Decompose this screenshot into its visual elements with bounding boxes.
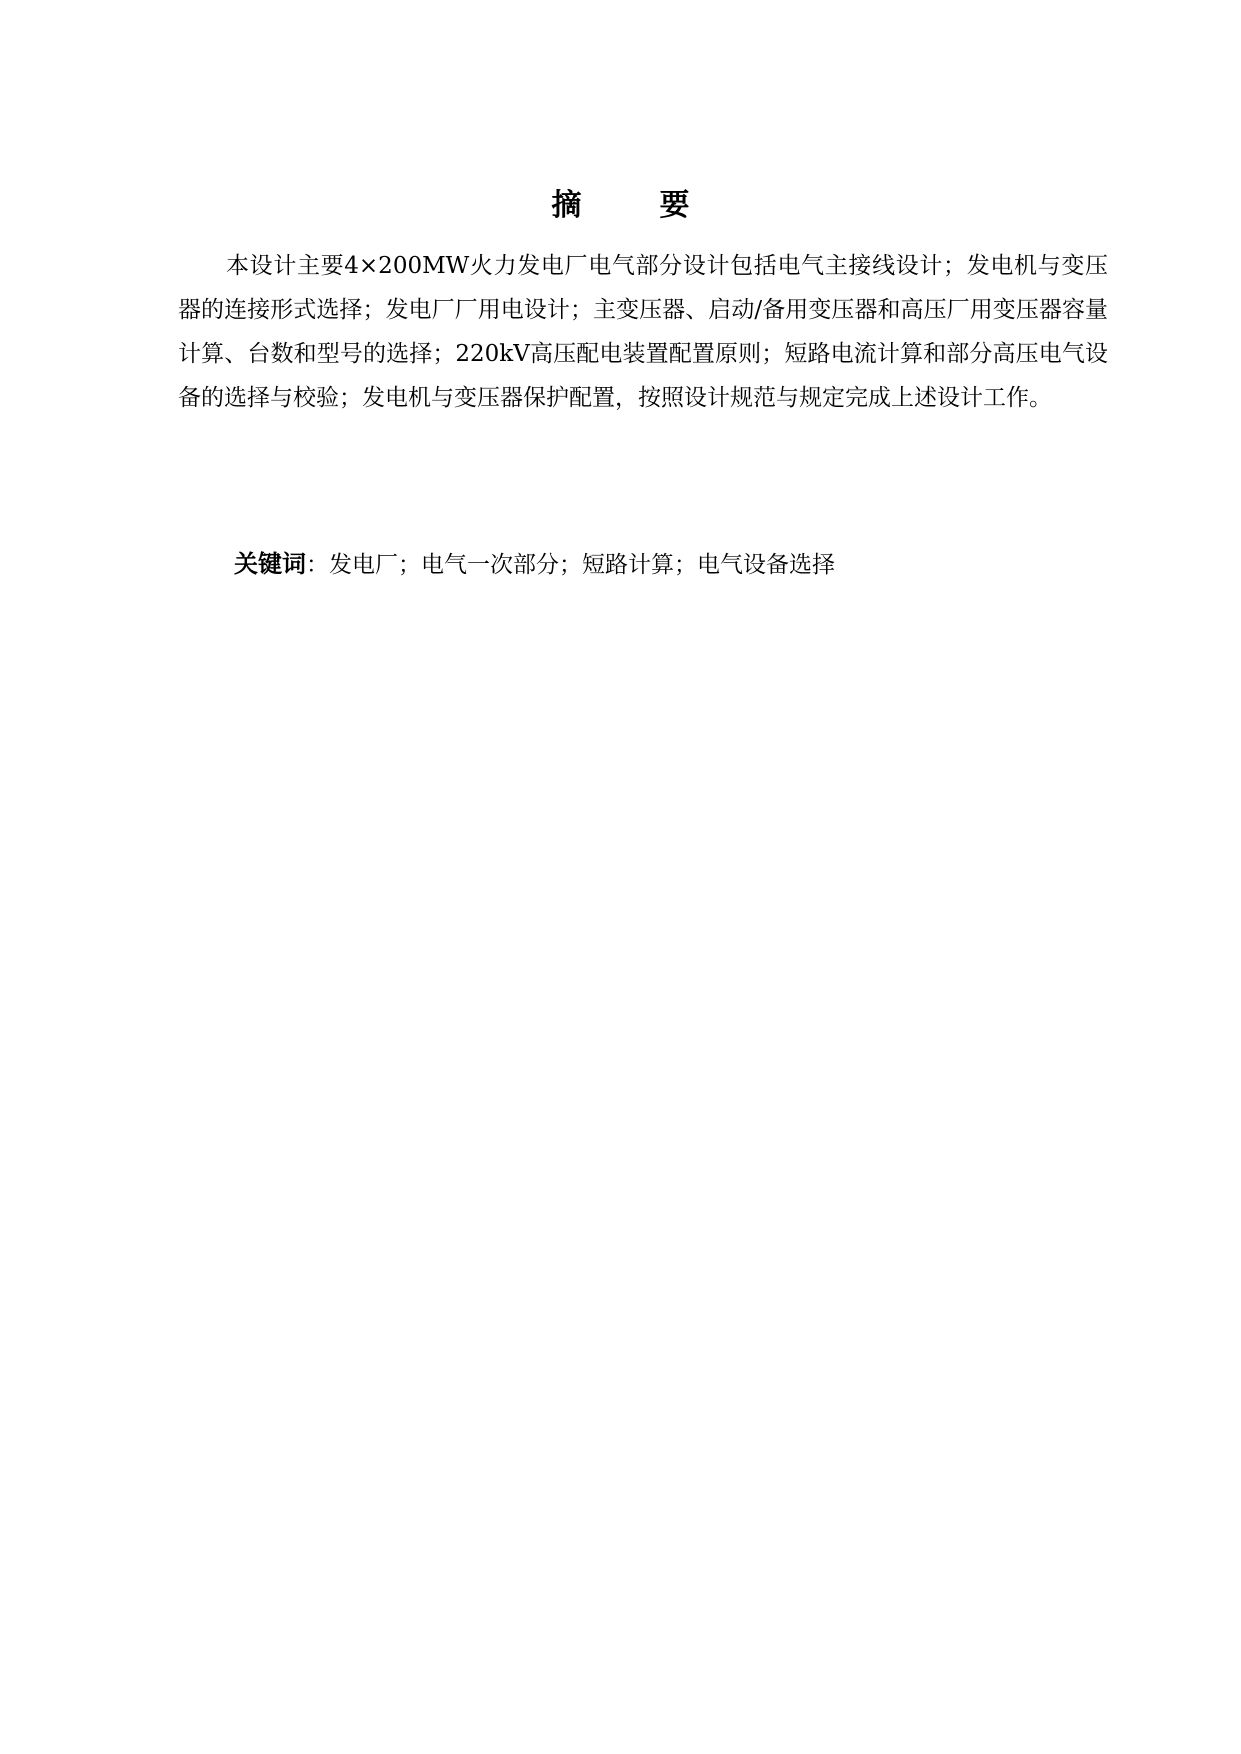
abstract-body: 本设计主要4×200MW火力发电厂电气部分设计包括电气主接线设计；发电机与变压器的连接形式选择；发电厂厂用电设计；主变压器、启动/备用变压器和高压厂用变压器容量计算、台数和型号的选择；220kV高压配电装置配置原则；短路电流计算和部分高压电气设备的选择与校验；发电机与变压器保护配置，按照设计规范与规定完成上述设计工作。 — [178, 253, 1108, 411]
abstract-title: 摘 要 — [551, 188, 714, 223]
keywords-line — [234, 542, 1104, 587]
keywords-list: 发电厂；电气一次部分；短路计算；电气设备选择 — [329, 552, 835, 578]
keywords-separator: ： — [306, 552, 329, 578]
keywords-label: 关键词 — [234, 550, 306, 578]
